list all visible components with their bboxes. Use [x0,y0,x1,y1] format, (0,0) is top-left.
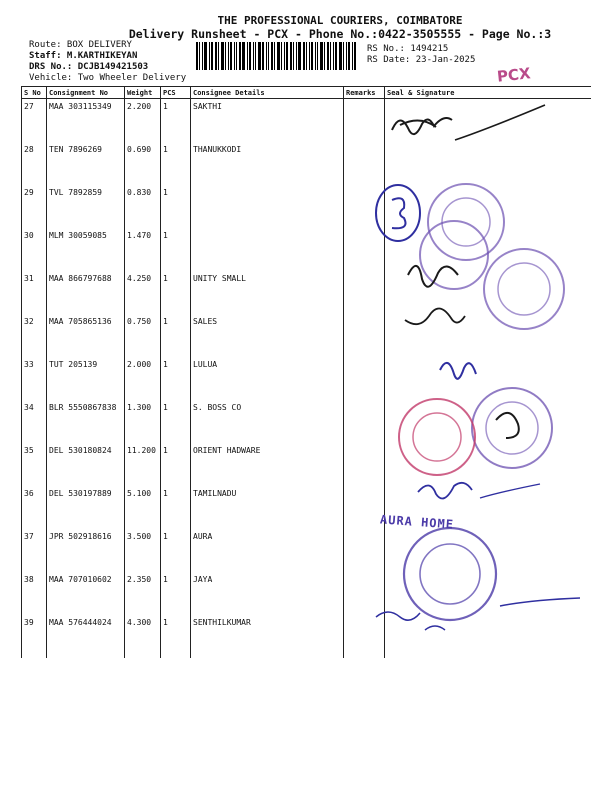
cell-consignment-no: MAA 705865136 [47,314,125,357]
cell-consignment-no: MAA 866797688 [47,271,125,314]
col-pcs: PCS [161,87,191,99]
cell-sno: 33 [22,357,47,400]
cell-consignee: UNITY SMALL [191,271,344,314]
cell-sno: 27 [22,99,47,143]
drs-line: DRS No.: DCJB149421503 [29,62,149,72]
handwritten-number-27 [455,105,545,140]
vehicle-line: Vehicle: Two Wheeler Delivery [29,73,187,83]
cell-consignee: SAKTHI [191,99,344,143]
cell-pcs: 1 [161,99,191,143]
rs-no-line: RS No.: 1494215 [367,44,449,54]
cell-weight: 0.690 [125,142,161,185]
staff-line: Staff: M.KARTHIKEYAN [29,51,138,61]
cell-weight: 2.000 [125,357,161,400]
cell-sno: 39 [22,615,47,658]
cell-pcs: 1 [161,486,191,529]
round-seal-stamp [472,388,552,468]
cell-consignment-no: MLM 30059085 [47,228,125,271]
cell-sno: 28 [22,142,47,185]
cell-weight: 0.830 [125,185,161,228]
cell-pcs: 1 [161,443,191,486]
signature-36 [418,483,472,499]
cell-consignment-no: MAA 707010602 [47,572,125,615]
signature-31 [408,266,458,287]
cell-pcs: 1 [161,357,191,400]
cell-consignee: AURA [191,529,344,572]
round-seal-stamp [484,249,564,329]
cell-weight: 2.350 [125,572,161,615]
cell-weight: 0.750 [125,314,161,357]
cell-consignment-no: TVL 7892859 [47,185,125,228]
cell-pcs: 1 [161,314,191,357]
cell-weight: 4.250 [125,271,161,314]
round-seal-stamp [404,528,496,620]
company-title: THE PROFESSIONAL COURIERS, COIMBATORE [217,14,463,27]
rs-date-line: RS Date: 23-Jan-2025 [367,55,476,65]
col-consignment: Consignment No [47,87,125,99]
cell-weight: 3.500 [125,529,161,572]
signature-39 [376,598,580,630]
cell-consignee: THANUKKODI [191,142,344,185]
cell-sno: 37 [22,529,47,572]
round-seal-stamp [428,184,504,260]
cell-sno: 34 [22,400,47,443]
cell-consignee: ORIENT HADWARE [191,443,344,486]
col-weight: Weight [125,87,161,99]
cell-sno: 30 [22,228,47,271]
cell-pcs: 1 [161,185,191,228]
cell-consignment-no: DEL 530180824 [47,443,125,486]
round-seal-stamp [420,221,488,289]
circled-mark [376,185,420,241]
cell-sno: 29 [22,185,47,228]
cell-pcs: 1 [161,142,191,185]
cell-pcs: 1 [161,615,191,658]
cell-consignee: SALES [191,314,344,357]
cell-pcs: 1 [161,271,191,314]
cell-pcs: 1 [161,400,191,443]
cell-consignee: LULUA [191,357,344,400]
cell-consignment-no: BLR 5550867838 [47,400,125,443]
cell-sno: 31 [22,271,47,314]
signature-27 [392,118,452,134]
cell-weight: 5.100 [125,486,161,529]
cell-consignment-no: MAA 576444024 [47,615,125,658]
cell-consignment-no: JPR 502918616 [47,529,125,572]
cell-consignee: JAYA [191,572,344,615]
cell-weight: 1.470 [125,228,161,271]
cell-consignee: S. BOSS CO [191,400,344,443]
signature-33 [440,363,476,379]
cell-consignee: SENTHILKUMAR [191,615,344,658]
col-sno: S No [22,87,47,99]
pcx-stamp-text: PCX [496,64,532,86]
runsheet-subtitle: Delivery Runsheet - PCX - Phone No.:0422-3505555 - Page No.:3 [128,27,552,41]
aura-stamp-text: AURA HOME [379,512,455,532]
cell-consignment-no: TUT 205139 [47,357,125,400]
cell-weight: 11.200 [125,443,161,486]
cell-pcs: 1 [161,228,191,271]
col-seal-signature: Seal & Signature [385,87,592,99]
cell-pcs: 1 [161,529,191,572]
col-consignee: Consignee Details [191,87,344,99]
cell-weight: 2.200 [125,99,161,143]
cell-sno: 32 [22,314,47,357]
cell-pcs: 1 [161,572,191,615]
cell-sno: 36 [22,486,47,529]
cell-sno: 38 [22,572,47,615]
cell-consignee: TAMILNADU [191,486,344,529]
route-line: Route: BOX DELIVERY [29,40,132,50]
col-remarks: Remarks [344,87,385,99]
cell-consignment-no: TEN 7896269 [47,142,125,185]
cell-sno: 35 [22,443,47,486]
cell-consignment-no: DEL 530197889 [47,486,125,529]
cell-weight: 4.300 [125,615,161,658]
round-seal-stamp [399,399,475,475]
signature-32 [405,308,465,324]
cell-weight: 1.300 [125,400,161,443]
cell-consignment-no: MAA 303115349 [47,99,125,143]
